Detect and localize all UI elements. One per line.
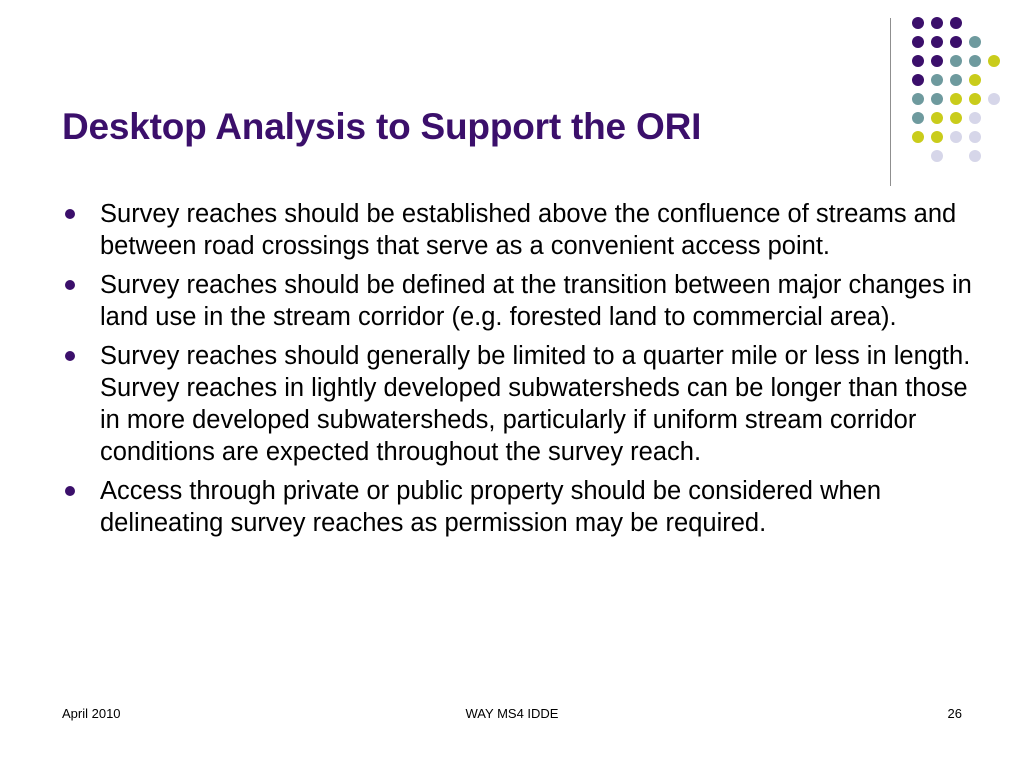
decorative-dot-teal	[912, 93, 924, 105]
decorative-dot-teal	[969, 36, 981, 48]
vertical-divider	[890, 18, 891, 186]
decorative-dot-yellow	[931, 131, 943, 143]
decorative-dot-purple	[912, 36, 924, 48]
decorative-dot-purple	[912, 74, 924, 86]
decorative-dot-teal	[912, 112, 924, 124]
decorative-dot-teal	[950, 74, 962, 86]
decorative-dot-yellow	[912, 131, 924, 143]
slide-title: Desktop Analysis to Support the ORI	[62, 106, 702, 147]
decorative-dot-lavender	[969, 150, 981, 162]
decorative-dot-lavender	[969, 112, 981, 124]
decorative-dot-purple	[931, 55, 943, 67]
bullet-icon	[65, 280, 75, 290]
bullet-icon	[65, 351, 75, 361]
decorative-dot-yellow	[969, 74, 981, 86]
footer-presentation-name: WAY MS4 IDDE	[465, 706, 559, 721]
bullet-text-4: Access through private or public property should be considered when delineating survey reaches as permission may be required.	[100, 477, 882, 537]
bullet-text-1: Survey reaches should be established above the confluence of streams and between road crossings that serve as a convenient access point.	[100, 200, 957, 260]
decorative-dot-yellow	[969, 93, 981, 105]
decorative-dot-purple	[950, 17, 962, 29]
decorative-dot-lavender	[931, 150, 943, 162]
decorative-dot-teal	[931, 74, 943, 86]
bullet-item-4	[62, 475, 982, 539]
decorative-dot-grid	[0, 0, 1024, 200]
decorative-dot-purple	[912, 17, 924, 29]
decorative-dot-yellow	[950, 93, 962, 105]
decorative-dot-lavender	[950, 131, 962, 143]
bullet-item-1	[62, 198, 982, 262]
decorative-dot-teal	[969, 55, 981, 67]
bullet-icon	[65, 486, 75, 496]
footer-page-number: 26	[947, 706, 962, 721]
bullet-item-2	[62, 269, 982, 333]
footer-date: April 2010	[62, 706, 121, 721]
decorative-dot-yellow	[988, 55, 1000, 67]
decorative-dot-purple	[931, 36, 943, 48]
decorative-dot-teal	[931, 93, 943, 105]
decorative-dot-yellow	[931, 112, 943, 124]
decorative-dot-yellow	[950, 112, 962, 124]
bullet-item-3	[62, 340, 982, 468]
bullet-text-3: Survey reaches should generally be limited to a quarter mile or less in length. Survey reaches in lightly developed subwatersheds can be longer than those in more developed subwatersheds, particularly if uniform stream corridor conditions are expected throughout the survey reach.	[100, 342, 971, 466]
bullet-text-2: Survey reaches should be defined at the transition between major changes in land use in the stream corridor (e.g. forested land to commercial area).	[100, 271, 972, 331]
decorative-dot-teal	[950, 55, 962, 67]
decorative-dot-lavender	[988, 93, 1000, 105]
decorative-dot-purple	[950, 36, 962, 48]
decorative-dot-purple	[912, 55, 924, 67]
bullet-list	[62, 198, 982, 546]
decorative-dot-purple	[931, 17, 943, 29]
bullet-icon	[65, 209, 75, 219]
decorative-dot-lavender	[969, 131, 981, 143]
